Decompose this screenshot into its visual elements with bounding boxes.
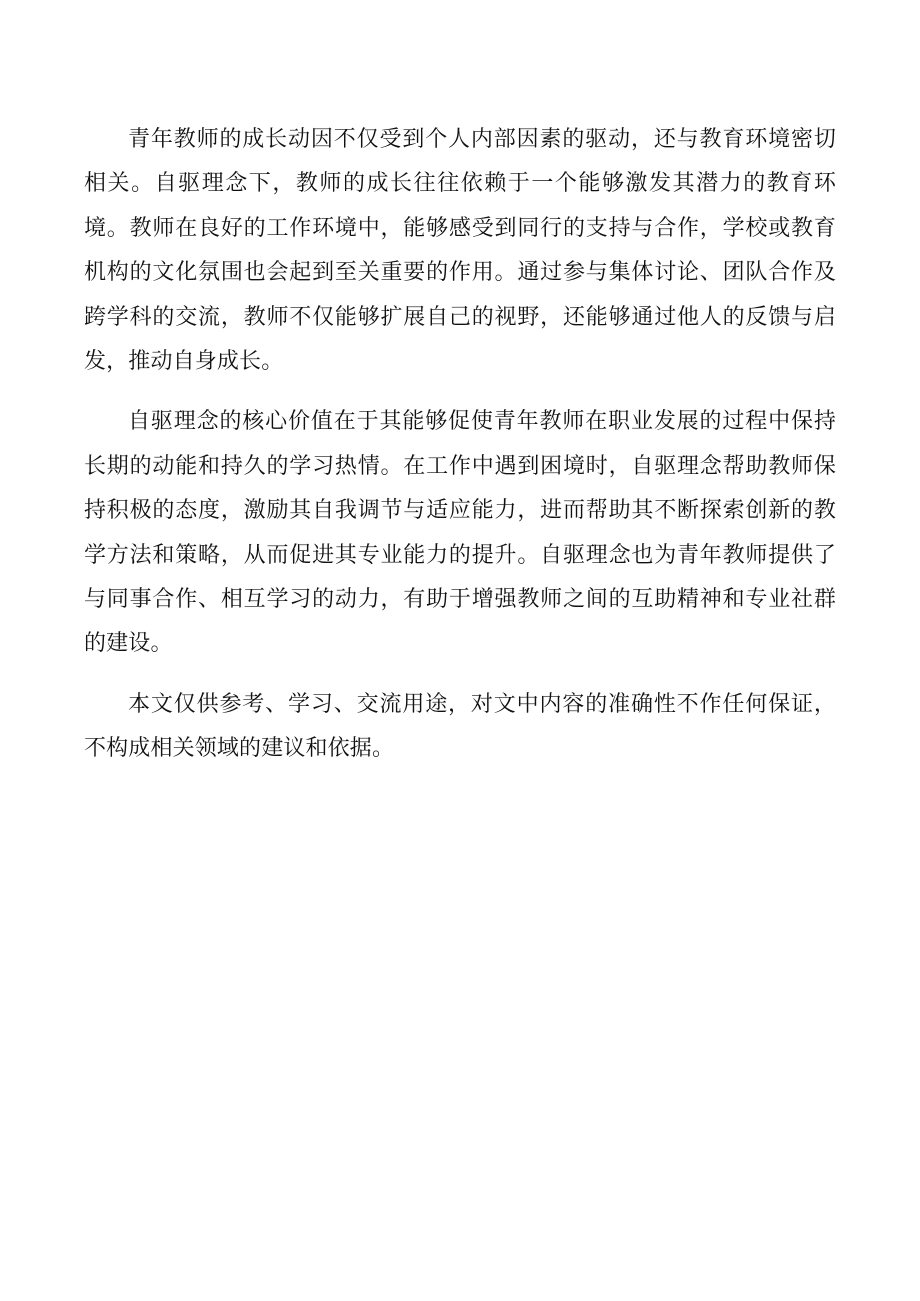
- paragraph-disclaimer: 本文仅供参考、学习、交流用途，对文中内容的准确性不作任何保证，不构成相关领域的建议和依据。: [84, 691, 836, 762]
- document-body: [84, 118, 836, 788]
- paragraph-core-value: 自驱理念的核心价值在于其能够促使青年教师在职业发展的过程中保持长期的动能和持久的学习热情。在工作中遇到困境时，自驱理念帮助教师保持积极的态度，激励其自我调节与适应能力，进而帮助其不断探索创新的教学方法和策略，从而促进其专业能力的提升。自驱理念也为青年教师提供了与同事合作、相互学习的动力，有助于增强教师之间的互助精神和专业社群的建设。: [84, 409, 836, 657]
- paragraph-environment: 青年教师的成长动因不仅受到个人内部因素的驱动，还与教育环境密切相关。自驱理念下，教师的成长往往依赖于一个能够激发其潜力的教育环境。教师在良好的工作环境中，能够感受到同行的支持与合作，学校或教育机构的文化氛围也会起到至关重要的作用。通过参与集体讨论、团队合作及跨学科的交流，教师不仅能够扩展自己的视野，还能够通过他人的反馈与启发，推动自身成长。: [84, 127, 836, 375]
